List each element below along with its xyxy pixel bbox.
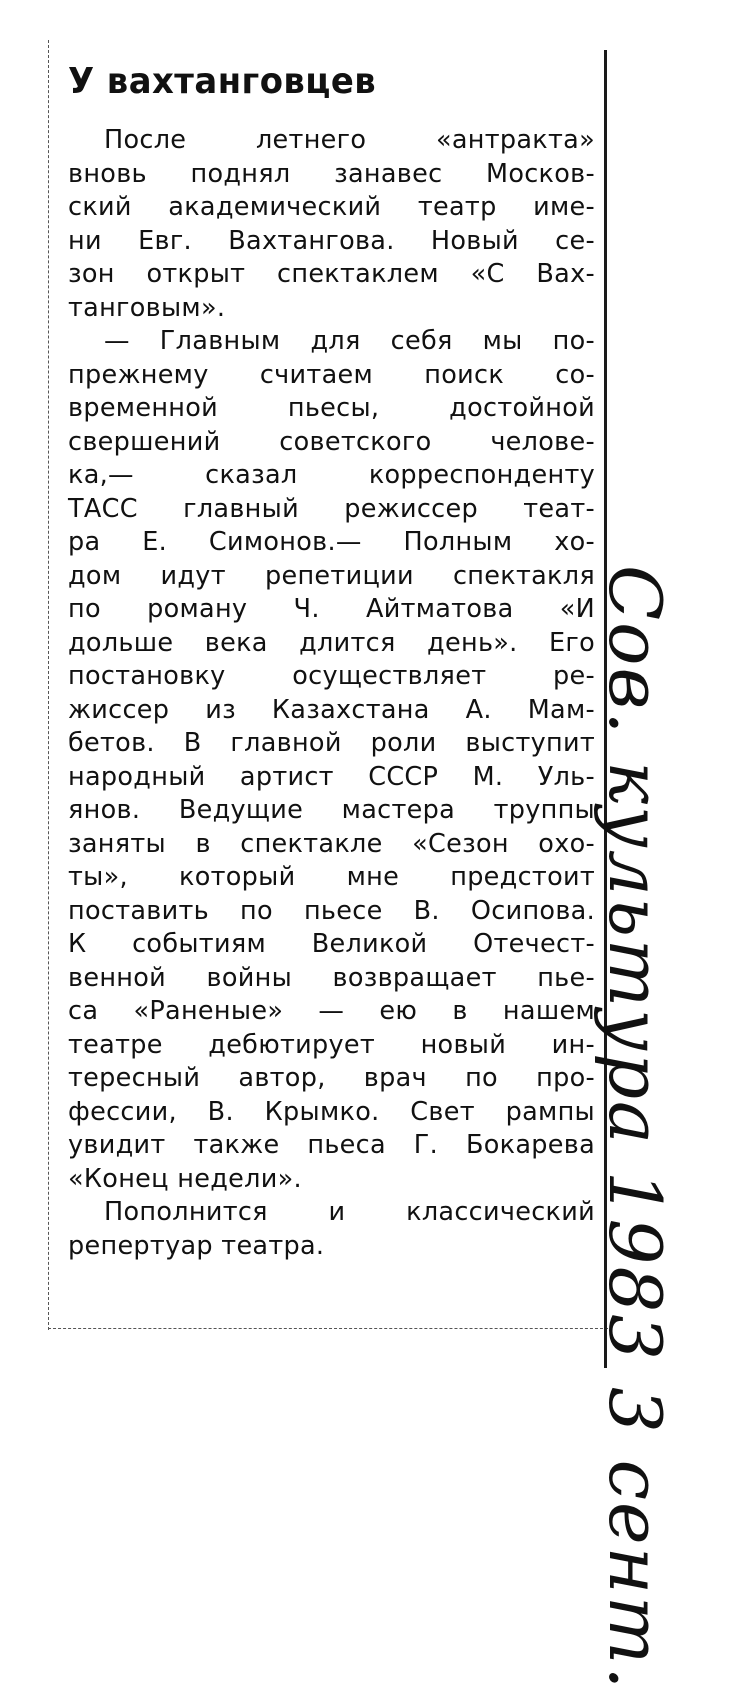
article-line: прежнему считаем поиск со- — [68, 359, 595, 390]
article-line: ский академический театр име- — [68, 192, 595, 222]
clipping-bottom-edge — [48, 1328, 608, 1329]
article-line: временной пьесы, достойной — [68, 393, 595, 423]
clipping-left-edge — [48, 40, 49, 1330]
article-line: са «Раненые» — ею в нашем — [68, 996, 595, 1026]
article-line: янов. Ведущие мастера труппы — [68, 795, 595, 825]
article-line: венной войны возвращает пье- — [68, 962, 595, 993]
article-line: фессии, В. Крымко. Свет рампы — [68, 1096, 595, 1127]
article-line: зон открыт спектаклем «С Вах- — [68, 259, 595, 289]
article-line: вновь поднял занавес Москов- — [68, 158, 595, 189]
article-line: К событиям Великой Отечест- — [68, 929, 595, 959]
article-line: заняты в спектакле «Сезон охо- — [68, 828, 595, 859]
article-line: дольше века длится день». Его — [68, 627, 595, 658]
article-line: бетов. В главной роли выступит — [68, 728, 595, 758]
handwritten-note-text: Сов. культура 1983 3 сент. — [593, 565, 677, 1691]
article-line: театре дебютирует новый ин- — [68, 1029, 595, 1060]
article-line: ка,— сказал корреспонденту — [68, 460, 595, 490]
article-line: танговым». — [68, 292, 226, 323]
article-line: ТАСС главный режиссер теат- — [68, 493, 595, 524]
article-headline: У вахтанговцев — [68, 61, 377, 102]
article-line: ни Евг. Вахтангова. Новый се- — [68, 225, 595, 256]
article-line: После летнего «антракта» — [104, 125, 595, 155]
article-line: Пополнится и классический — [104, 1197, 595, 1227]
article-line: «Конец недели». — [68, 1163, 302, 1194]
article-line: тересный автор, врач по про- — [68, 1063, 595, 1093]
article-line: по роману Ч. Айтматова «И — [68, 594, 595, 624]
article-line: репертуар театра. — [68, 1230, 325, 1261]
article-line: — Главным для себя мы по- — [104, 326, 595, 356]
article-line: постановку осуществляет ре- — [68, 661, 595, 691]
article-line: свершений советского челове- — [68, 426, 595, 457]
article-line: ра Е. Симонов.— Полным хо- — [68, 527, 595, 557]
article-body — [68, 124, 595, 1263]
article-line: дом идут репетиции спектакля — [68, 560, 595, 591]
article-line: народный артист СССР М. Уль- — [68, 761, 595, 792]
article-line: увидит также пьеса Г. Бокарева — [68, 1130, 595, 1160]
handwritten-source-note — [593, 565, 744, 1691]
article-line: жиссер из Казахстана А. Мам- — [68, 694, 595, 725]
article-line: поставить по пьесе В. Осипова. — [68, 895, 595, 926]
article-line: ты», который мне предстоит — [68, 862, 595, 892]
